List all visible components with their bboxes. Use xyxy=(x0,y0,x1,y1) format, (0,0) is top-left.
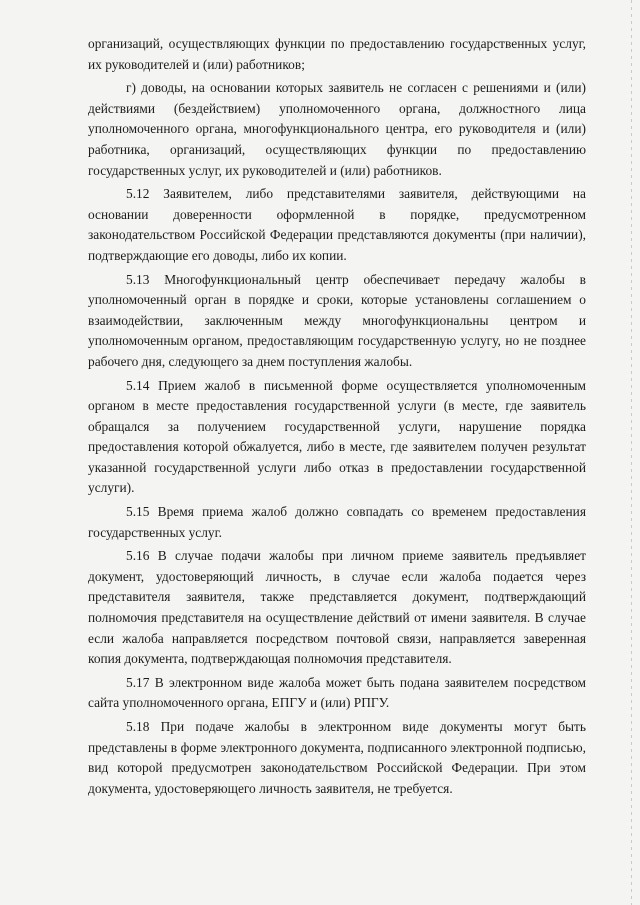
paragraph-5-12: 5.12 Заявителем, либо представителями заявителя, действующими на основании доверенности оформленной в порядке, предусмотренном законодательством Российской Федерации представляются документы (при наличии), подтверждающие его доводы, либо их копии. xyxy=(88,186,586,263)
paragraph-5-15: 5.15 Время приема жалоб должно совпадать со временем предоставления государственных услуг. xyxy=(88,504,586,540)
paragraph-item-g: г) доводы, на основании которых заявитель не согласен с решениями и (или) действиями (бездействием) уполномоченного органа, должностного лица уполномоченного органа, многофункционального центра, его руководителя и (или) работника, организаций, осуществляющих функции по предоставлению государственных услуг, их руководителей и (или) работников. xyxy=(88,80,586,178)
paragraph-5-13: 5.13 Многофункциональный центр обеспечивает передачу жалобы в уполномоченный орган в порядке и сроки, которые установлены соглашением о взаимодействии, заключенным между многофункциональны центром и уполномоченным органом, предоставляющим государственную услугу, но не позднее рабочего дня, следующего за днем поступления жалобы. xyxy=(88,271,586,369)
paragraph-5-18: 5.18 При подаче жалобы в электронном виде документы могут быть представлены в форме электронного документа, подписанного электронной подписью, вид которой предусмотрен законодательством Российской Федерации. При этом документа, удостоверяющего личность заявителя, не требуется. xyxy=(88,719,586,796)
paragraph-continuation: организаций, осуществляющих функции по предоставлению государственных услуг, их руководителей и (или) работников; xyxy=(88,36,586,72)
document-page xyxy=(88,34,586,802)
paragraph-5-16: 5.16 В случае подачи жалобы при личном приеме заявитель предъявляет документ, удостоверяющий личность, в случае если жалоба подается через представителя заявителя, также представляется документ, подтверждающий полномочия представителя на осуществление действий от имени заявителя. В случае если жалоба направляется посредством почтовой связи, направляется заверенная копия документа, подтверждающая полномочия представителя. xyxy=(88,548,586,667)
paragraph-5-17: 5.17 В электронном виде жалоба может быть подана заявителем посредством сайта уполномоченного органа, ЕПГУ и (или) РПГУ. xyxy=(88,674,586,711)
paragraph-5-14: 5.14 Прием жалоб в письменной форме осуществляется уполномоченным органом в месте предоставления государственной услуги (в месте, где заявитель обращался за получением государственной услуги, нарушение порядка предоставления которой обжалуется, либо в месте, где заявителем получен результат указанной государственной услуги либо отказ в предоставлении государственной услуги). xyxy=(88,377,586,496)
scan-edge-line xyxy=(631,0,632,905)
